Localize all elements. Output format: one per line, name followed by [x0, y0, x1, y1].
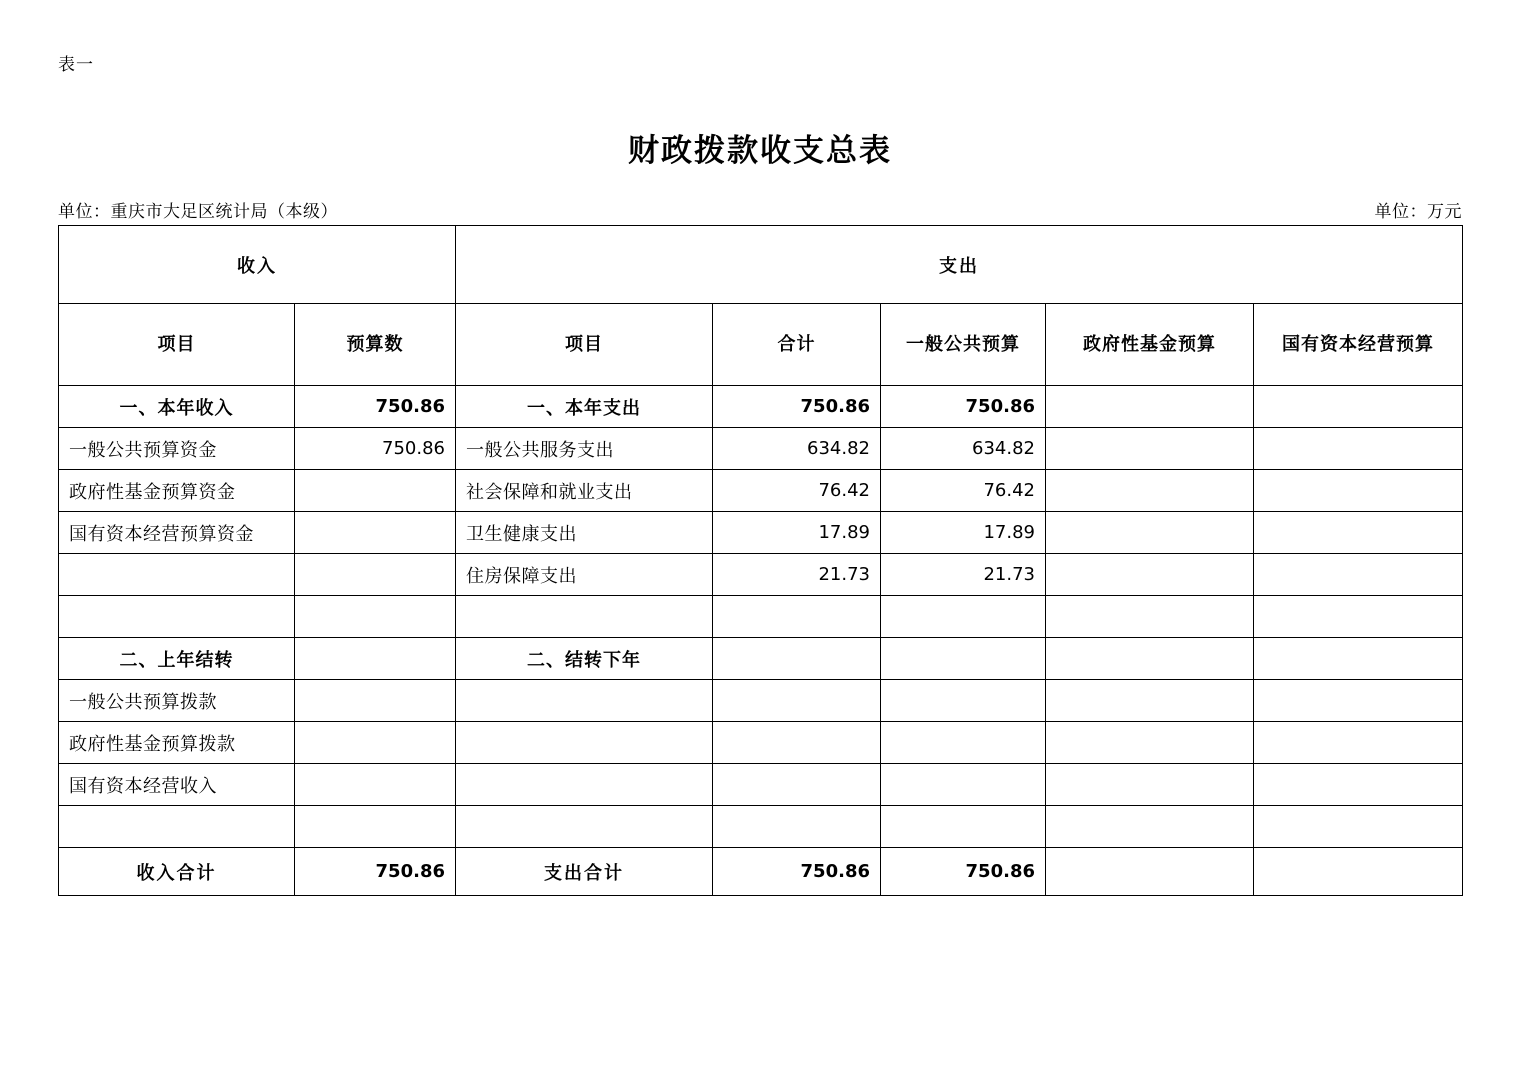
expenditure-fund-value	[1046, 764, 1254, 806]
table-row	[59, 512, 1463, 554]
expenditure-capital-value	[1254, 806, 1463, 848]
income-label: 政府性基金预算资金	[59, 470, 295, 512]
expenditure-total-value	[713, 680, 881, 722]
income-total-value: 750.86	[295, 848, 456, 896]
expenditure-fund-value	[1046, 806, 1254, 848]
expenditure-label: 二、结转下年	[456, 638, 713, 680]
expenditure-capital-value	[1254, 764, 1463, 806]
income-value: 750.86	[295, 428, 456, 470]
income-value	[295, 764, 456, 806]
page-title: 财政拨款收支总表	[628, 133, 892, 168]
expenditure-capital-sum	[1254, 848, 1463, 896]
expenditure-general-value	[881, 596, 1046, 638]
expenditure-capital-value	[1254, 470, 1463, 512]
income-label	[59, 554, 295, 596]
expenditure-general-value: 17.89	[881, 512, 1046, 554]
column-header-state-capital-budget: 国有资本经营预算	[1254, 304, 1463, 386]
expenditure-capital-value	[1254, 428, 1463, 470]
expenditure-fund-value	[1046, 554, 1254, 596]
table-row	[59, 806, 1463, 848]
expenditure-capital-value	[1254, 596, 1463, 638]
expenditure-fund-value	[1046, 470, 1254, 512]
expenditure-fund-value	[1046, 638, 1254, 680]
expenditure-total-value: 17.89	[713, 512, 881, 554]
expenditure-general-value: 634.82	[881, 428, 1046, 470]
expenditure-total-label: 支出合计	[456, 848, 713, 896]
expenditure-total-value: 76.42	[713, 470, 881, 512]
income-value	[295, 596, 456, 638]
group-header-income: 收入	[59, 226, 456, 304]
table-row	[59, 428, 1463, 470]
unit-name-label: 单位：重庆市大足区统计局（本级）	[58, 202, 338, 221]
expenditure-capital-value	[1254, 722, 1463, 764]
income-label: 政府性基金预算拨款	[59, 722, 295, 764]
income-label: 一般公共预算资金	[59, 428, 295, 470]
expenditure-fund-value	[1046, 680, 1254, 722]
table-group-header-row	[59, 226, 1463, 304]
table-row	[59, 470, 1463, 512]
column-header-expenditure-total: 合计	[713, 304, 881, 386]
expenditure-fund-sum	[1046, 848, 1254, 896]
income-value: 750.86	[295, 386, 456, 428]
currency-unit-label: 单位：万元	[1374, 202, 1462, 221]
expenditure-total-value	[713, 722, 881, 764]
column-header-income-budget: 预算数	[295, 304, 456, 386]
expenditure-label: 住房保障支出	[456, 554, 713, 596]
expenditure-label	[456, 722, 713, 764]
expenditure-label: 一般公共服务支出	[456, 428, 713, 470]
expenditure-total-sum: 750.86	[713, 848, 881, 896]
income-label: 国有资本经营收入	[59, 764, 295, 806]
group-header-expenditure: 支出	[456, 226, 1463, 304]
table-row	[59, 386, 1463, 428]
column-header-government-fund-budget: 政府性基金预算	[1046, 304, 1254, 386]
income-value	[295, 470, 456, 512]
expenditure-general-value: 76.42	[881, 470, 1046, 512]
expenditure-general-value: 750.86	[881, 386, 1046, 428]
income-label	[59, 596, 295, 638]
expenditure-fund-value	[1046, 596, 1254, 638]
expenditure-label	[456, 764, 713, 806]
income-total-label: 收入合计	[59, 848, 295, 896]
expenditure-capital-value	[1254, 638, 1463, 680]
expenditure-fund-value	[1046, 428, 1254, 470]
table-row	[59, 596, 1463, 638]
income-value	[295, 638, 456, 680]
income-value	[295, 806, 456, 848]
income-label: 二、上年结转	[59, 638, 295, 680]
expenditure-label	[456, 596, 713, 638]
expenditure-general-sum: 750.86	[881, 848, 1046, 896]
expenditure-fund-value	[1046, 722, 1254, 764]
expenditure-capital-value	[1254, 680, 1463, 722]
expenditure-general-value	[881, 722, 1046, 764]
expenditure-general-value	[881, 638, 1046, 680]
income-label	[59, 806, 295, 848]
income-value	[295, 722, 456, 764]
expenditure-total-value	[713, 764, 881, 806]
expenditure-total-value: 634.82	[713, 428, 881, 470]
column-header-expenditure-item: 项目	[456, 304, 713, 386]
expenditure-general-value	[881, 680, 1046, 722]
table-row	[59, 722, 1463, 764]
table-column-header-row	[59, 304, 1463, 386]
income-value	[295, 554, 456, 596]
column-header-general-public-budget: 一般公共预算	[881, 304, 1046, 386]
expenditure-capital-value	[1254, 512, 1463, 554]
expenditure-general-value: 21.73	[881, 554, 1046, 596]
table-row	[59, 638, 1463, 680]
income-label: 一、本年收入	[59, 386, 295, 428]
expenditure-label: 社会保障和就业支出	[456, 470, 713, 512]
expenditure-general-value	[881, 764, 1046, 806]
table-row	[59, 764, 1463, 806]
column-header-income-item: 项目	[59, 304, 295, 386]
expenditure-total-value	[713, 596, 881, 638]
income-value	[295, 512, 456, 554]
expenditure-general-value	[881, 806, 1046, 848]
expenditure-total-value: 750.86	[713, 386, 881, 428]
expenditure-fund-value	[1046, 512, 1254, 554]
expenditure-label: 卫生健康支出	[456, 512, 713, 554]
table-number-label: 表一	[58, 55, 94, 74]
income-value	[295, 680, 456, 722]
expenditure-label	[456, 680, 713, 722]
expenditure-capital-value	[1254, 554, 1463, 596]
expenditure-fund-value	[1046, 386, 1254, 428]
table-row	[59, 680, 1463, 722]
expenditure-total-value: 21.73	[713, 554, 881, 596]
table-row	[59, 554, 1463, 596]
income-label: 国有资本经营预算资金	[59, 512, 295, 554]
expenditure-capital-value	[1254, 386, 1463, 428]
expenditure-label	[456, 806, 713, 848]
income-label: 一般公共预算拨款	[59, 680, 295, 722]
expenditure-label: 一、本年支出	[456, 386, 713, 428]
expenditure-total-value	[713, 638, 881, 680]
expenditure-total-value	[713, 806, 881, 848]
table-total-row	[59, 848, 1463, 896]
meta-row	[58, 197, 1462, 221]
fiscal-appropriation-table	[58, 225, 1463, 896]
